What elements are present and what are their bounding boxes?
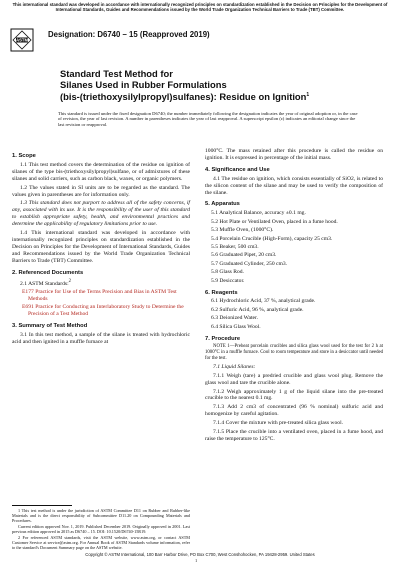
paragraph-2-1	[12, 279, 190, 288]
paragraph-7-1-2: 7.1.2 Weigh approximately 1 g of the liquid silane into the pre-treated crucible to the nearest 0.1 mg.	[205, 388, 383, 402]
apparatus-item: 5.3 Muffle Oven, (1000°C).	[211, 227, 274, 234]
reagent-item: 6.3 Deionized Water.	[211, 315, 258, 322]
apparatus-item: 5.2 Hot Plate or Ventilated Oven, placed in a fume hood.	[211, 218, 338, 225]
left-column	[12, 148, 190, 348]
paragraph-4-1: 4.1 The residue on ignition, which consists essentially of SiO2, is related to the silicon content of the silane and may be used to verify the composition of the silane.	[205, 175, 383, 196]
right-column	[205, 148, 383, 445]
title-line-3-text: (bis-(triethoxysilylpropyl)sulfanes): Residue on Ignition	[60, 91, 307, 103]
reference-link-e691[interactable]: E691 Practice for Conducting an Interlaboratory Study to Determine the Precision of a Test Method	[22, 304, 184, 317]
paragraph-1-1: 1.1 This test method covers the determination of the residue on ignition of silanes of the type bis-(triethoxysilylpropyl)sulfane, or of admixtures of these silanes and solid carriers, such as carbon black, waxes, or organic polymers.	[12, 161, 190, 182]
title-line-1: Standard Test Method for	[60, 68, 173, 79]
paragraph-7-1-3: 7.1.3 Add 2 cm3 of concentrated (96 % nominal) sulfuric acid and homogenize by careful agitation.	[205, 404, 383, 418]
section-procedure-heading: 7. Procedure	[205, 335, 241, 342]
footnote-divider	[12, 505, 72, 506]
paragraph-2-1-text: 2.1 ASTM Standards:	[20, 280, 69, 287]
paragraph-1-2: 1.2 The values stated in SI units are to be regarded as the standard. The values given in parentheses are for information only.	[12, 184, 190, 198]
top-notice: This international standard was developed in accordance with internationally recognized principles on standardization established in the Decision on Principles for the Development of International Standards, Guides and Recommendations issued by the World Trade Organization Technical Barriers to Trade (TBT) Committee.	[12, 2, 388, 13]
apparatus-item: 5.8 Glass Rod.	[211, 269, 244, 276]
footnote-1: 1 This test method is under the jurisdiction of ASTM Committee D11 on Rubber and Rubber-like Materials and is the direct responsibility of Subcommittee D11.20 on Compounding Materials and Procedures.	[12, 508, 190, 523]
page-number: 1	[195, 558, 198, 563]
paragraph-3-1-continued: 1000°C. The mass retained after this procedure is called the residue on ignition. It is expressed in percentage of the initial mass.	[205, 148, 383, 161]
paragraph-7-1-5: 7.1.5 Place the crucible into a ventilated oven, placed in a fume hood, and raise the temperature to 125°C.	[205, 429, 383, 442]
apparatus-item: 5.1 Analytical Balance, accuracy ±0.1 mg.	[211, 210, 306, 217]
apparatus-item: 5.6 Graduated Pipet, 20 cm3.	[211, 252, 277, 259]
footnotes	[12, 508, 190, 551]
designation: Designation: D6740 – 15 (Reapproved 2019)	[48, 30, 210, 39]
paragraph-1-4: 1.4 This international standard was developed in accordance with internationally recognized principles on standardization established in the Decision on Principles for the Development of International Standards, Guides and Recommendations issued by the World Trade Organization Technical Barriers to Trade (TBT) Committee.	[12, 230, 190, 264]
reagent-item: 6.2 Sulfuric Acid, 96 %, analytical grade.	[211, 306, 304, 313]
astm-logo-icon	[10, 28, 34, 52]
reagent-item: 6.4 Silica Glass Wool.	[211, 323, 261, 330]
footnote-1-edition: Current edition approved Nov. 1, 2019. Published December 2019. Originally approved in 2001. Last previous edition approved in 2015 as D6740 – 15. DOI: 10.1520/D6740-15R19.	[12, 524, 190, 534]
apparatus-item: 5.9 Desiccator.	[211, 277, 245, 284]
copyright-footer: Copyright © ASTM International, 100 Barr Harbor Drive, PO Box C700, West Conshohocken, PA 19428-2959. United States	[85, 552, 315, 557]
title-footnote-mark: 1	[306, 92, 310, 98]
title-line-3	[60, 90, 360, 102]
footnote-mark-2: 2	[68, 278, 71, 284]
paragraph-7-1-4: 7.1.4 Cover the mixture with pre-treated silica glass wool.	[213, 420, 344, 427]
paragraph-3-1: 3.1 In this test method, a sample of the silane is treated with hydrochloric acid and then ignited in a muffle furnace at	[12, 331, 190, 345]
reagent-item: 6.1 Hydrochloric Acid, 37 %, analytical grade.	[211, 298, 316, 305]
section-significance-heading: 4. Significance and Use	[205, 166, 270, 173]
apparatus-item: 5.5 Beaker, 500 cm3.	[211, 243, 259, 250]
section-scope-heading: 1. Scope	[12, 153, 36, 159]
section-summary-heading: 3. Summary of Test Method	[12, 322, 88, 329]
apparatus-item: 5.7 Graduated Cylinder, 250 cm3.	[211, 260, 288, 267]
standard-note: This standard is issued under the fixed designation D6740; the number immediately following the designation indicates the year of original adoption or, in the case of revision, the year of last revision. A number in parentheses indicates the year of last reapproval. A superscript epsilon (ε) indicates an editorial change since the last revision or reapproval.	[58, 111, 358, 127]
procedure-note: NOTE 1—Preheat porcelain crucibles and silica glass wool used for the test for 2 h at 1000°C in a muffle furnace. Cool to room temperature and store in a desiccator until needed for the test.	[205, 344, 383, 362]
page-title	[60, 68, 360, 102]
paragraph-7-1-1: 7.1.1 Weigh (tare) a predried crucible and glass wool plug. Remove the glass wool and tare the crucible alone.	[205, 372, 383, 386]
paragraph-7-1: 7.1 Liquid Silanes:	[213, 363, 256, 370]
section-reagents-heading: 6. Reagents	[205, 289, 238, 296]
section-referenced-documents-heading: 2. Referenced Documents	[12, 269, 84, 276]
section-apparatus-heading: 5. Apparatus	[205, 201, 240, 208]
title-line-2: Silanes Used in Rubber Formulations	[60, 79, 227, 90]
reference-link-e177[interactable]: E177 Practice for Use of the Terms Precision and Bias in ASTM Test Methods	[22, 289, 177, 303]
footnote-2: 2 For referenced ASTM standards, visit the ASTM website, www.astm.org, or contact ASTM Customer Service at service@astm.org. For Annual Book of ASTM Standards volume information, refer to the standard's Document Summary page on the ASTM website.	[12, 535, 190, 550]
svg-text:ASTM: ASTM	[16, 37, 28, 43]
paragraph-1-3: 1.3 This standard does not purport to address all of the safety concerns, if any, associated with its use. It is the responsibility of the user of this standard to establish appropriate safety, health, and environmental practices and determine the applicability of regulatory limitations prior to use.	[12, 200, 190, 228]
apparatus-item: 5.4 Porcelain Crucible (High-Form), capacity 25 cm3.	[211, 235, 333, 242]
